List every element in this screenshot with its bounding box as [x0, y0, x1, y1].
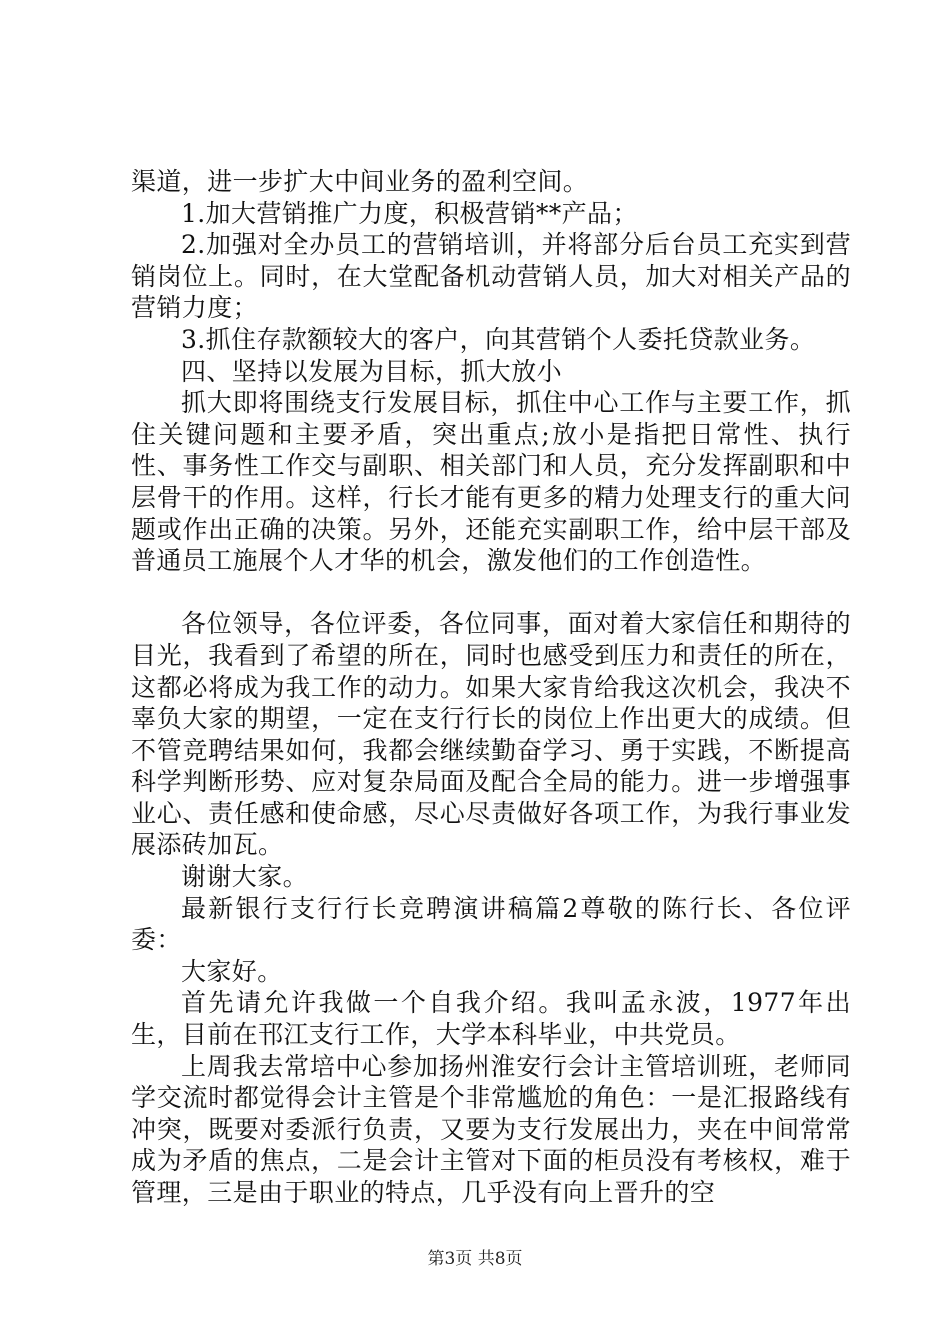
paragraph: 各位领导，各位评委，各位同事，面对着大家信任和期待的目光，我看到了希望的所在，同时也感受到压力和责任的所在，这都必将成为我工作的动力。如果大家肯给我这次机会，我决不辜负大家的期望，一定在支行行长的岗位上作出更大的成绩。但不管竞聘结果如何，我都会继续勤奋学习、勇于实践，不断提高科学判断形势、应对复杂局面及配合全局的能力。进一步增强事业心、责任感和使命感，尽心尽责做好各项工作，为我行事业发展添砖加瓦。: [131, 609, 851, 860]
paragraph: 2.加强对全办员工的营销培训，并将部分后台员工充实到营销岗位上。同时，在大堂配备机动营销人员，加大对相关产品的营销力度；: [131, 230, 851, 323]
paragraph: 渠道，进一步扩大中间业务的盈利空间。: [131, 167, 589, 196]
page-footer: 第3页 共8页: [427, 1249, 523, 1269]
paragraph: 首先请允许我做一个自我介绍。我叫孟永波，1977年出生，目前在邗江支行工作，大学本科毕业，中共党员。: [131, 988, 851, 1050]
paragraph: 最新银行支行行长竞聘演讲稿篇2尊敬的陈行长、各位评委：: [131, 893, 851, 955]
paragraph: 谢谢大家。: [181, 862, 309, 892]
section-heading: 四、坚持以发展为目标，抓大放小: [181, 356, 563, 386]
paragraph-spacer: [131, 577, 851, 609]
paragraph: 3.抓住存款额较大的客户，向其营销个人委托贷款业务。: [181, 324, 816, 354]
paragraph: 1.加大营销推广力度，积极营销**产品；: [181, 198, 638, 228]
paragraph: 大家好。: [181, 956, 283, 986]
paragraph: 上周我去常培中心参加扬州淮安行会计主管培训班，老师同学交流时都觉得会计主管是个非常尴尬的角色：一是汇报路线有冲突，既要对委派行负责，又要为支行发展出力，夹在中间常常成为矛盾的焦点，二是会计主管对下面的柜员没有考核权，难于管理，三是由于职业的特点，几乎没有向上晋升的空: [131, 1051, 851, 1207]
paragraph: 抓大即将围绕支行发展目标，抓住中心工作与主要工作，抓住关键问题和主要矛盾，突出重点;放小是指把日常性、执行性、事务性工作交与副职、相关部门和人员，充分发挥副职和中层骨干的作用。这样，行长才能有更多的精力处理支行的重大问题或作出正确的决策。另外，还能充实副职工作，给中层干部及普通员工施展个人才华的机会，激发他们的工作创造性。: [131, 388, 851, 576]
document-body: [131, 166, 851, 1209]
